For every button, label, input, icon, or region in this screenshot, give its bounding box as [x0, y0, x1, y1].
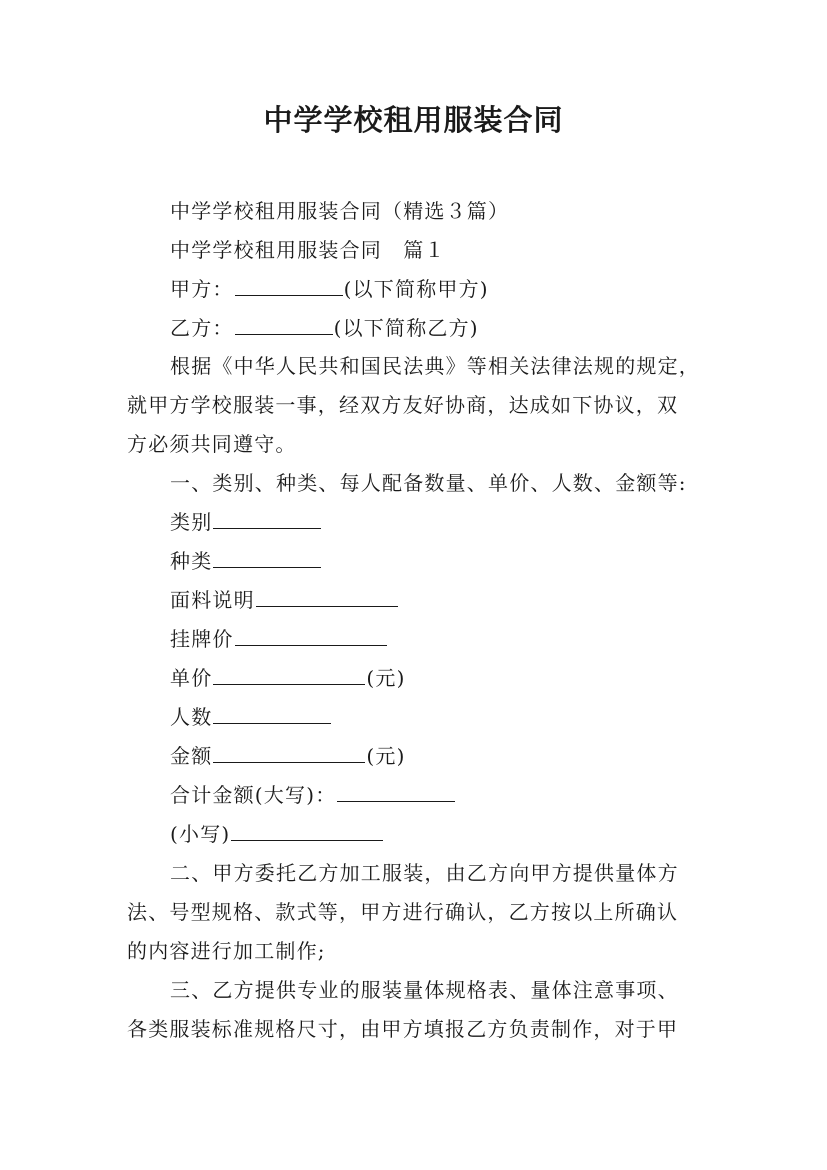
party-a-suffix: (以下简称甲方)	[343, 277, 489, 301]
party-b-line	[170, 314, 479, 342]
field-type-blank[interactable]	[213, 547, 321, 568]
field-category	[170, 508, 322, 536]
field-amount-unit: (元)	[366, 744, 406, 768]
party-b-blank[interactable]	[235, 314, 333, 335]
party-b-suffix: (以下简称乙方)	[333, 316, 479, 340]
field-unit-price-unit: (元)	[366, 666, 406, 690]
field-total-upper	[170, 781, 456, 809]
party-a-label: 甲方：	[170, 277, 234, 301]
field-amount-blank[interactable]	[213, 742, 365, 763]
field-unit-price	[170, 664, 406, 692]
document-title: 中学学校租用服装合同	[263, 103, 564, 137]
field-total-upper-label: 合计金额(大写)：	[170, 783, 337, 807]
field-category-blank[interactable]	[213, 508, 321, 529]
field-headcount-label: 人数	[170, 705, 213, 729]
party-a-blank[interactable]	[235, 275, 343, 296]
field-type	[170, 547, 322, 575]
field-unit-price-blank[interactable]	[213, 664, 365, 685]
field-headcount	[170, 703, 332, 731]
field-tag-price-blank[interactable]	[235, 625, 387, 646]
field-tag-price-label: 挂牌价	[170, 627, 234, 651]
clause-2-line-2: 法、号型规格、款式等，甲方进行确认，乙方按以上所确认	[127, 900, 679, 924]
field-total-lower-blank[interactable]	[231, 820, 383, 841]
field-unit-price-label: 单价	[170, 666, 213, 690]
clause-1-heading: 一、类别、种类、每人配备数量、单价、人数、金额等:	[170, 471, 687, 495]
field-fabric-label: 面料说明	[170, 588, 255, 612]
field-type-label: 种类	[170, 549, 213, 573]
field-total-lower-label: (小写)	[170, 822, 231, 846]
field-tag-price	[170, 625, 388, 653]
field-category-label: 类别	[170, 510, 213, 534]
intro-line-3: 方必须共同遵守。	[127, 432, 297, 456]
field-fabric	[170, 586, 399, 614]
field-amount-label: 金额	[170, 744, 213, 768]
clause-2-line-3: 的内容进行加工制作;	[127, 939, 326, 963]
section-heading: 中学学校租用服装合同 篇１	[170, 238, 446, 262]
field-total-upper-blank[interactable]	[337, 781, 455, 802]
field-amount	[170, 742, 406, 770]
clause-3-line-1: 三、乙方提供专业的服装量体规格表、量体注意事项、	[170, 978, 679, 1002]
intro-line-2: 就甲方学校服装一事，经双方友好协商，达成如下协议，双	[127, 393, 679, 417]
field-headcount-blank[interactable]	[213, 703, 331, 724]
field-total-lower	[170, 820, 384, 848]
document-subtitle: 中学学校租用服装合同（精选３篇）	[170, 199, 510, 223]
field-fabric-blank[interactable]	[256, 586, 398, 607]
clause-3-line-2: 各类服装标准规格尺寸，由甲方填报乙方负责制作，对于甲	[127, 1017, 679, 1041]
party-a-line	[170, 275, 489, 303]
clause-2-line-1: 二、甲方委托乙方加工服装，由乙方向甲方提供量体方	[170, 861, 679, 885]
intro-line-1: 根据《中华人民共和国民法典》等相关法律法规的规定，	[170, 354, 700, 378]
party-b-label: 乙方：	[170, 316, 234, 340]
